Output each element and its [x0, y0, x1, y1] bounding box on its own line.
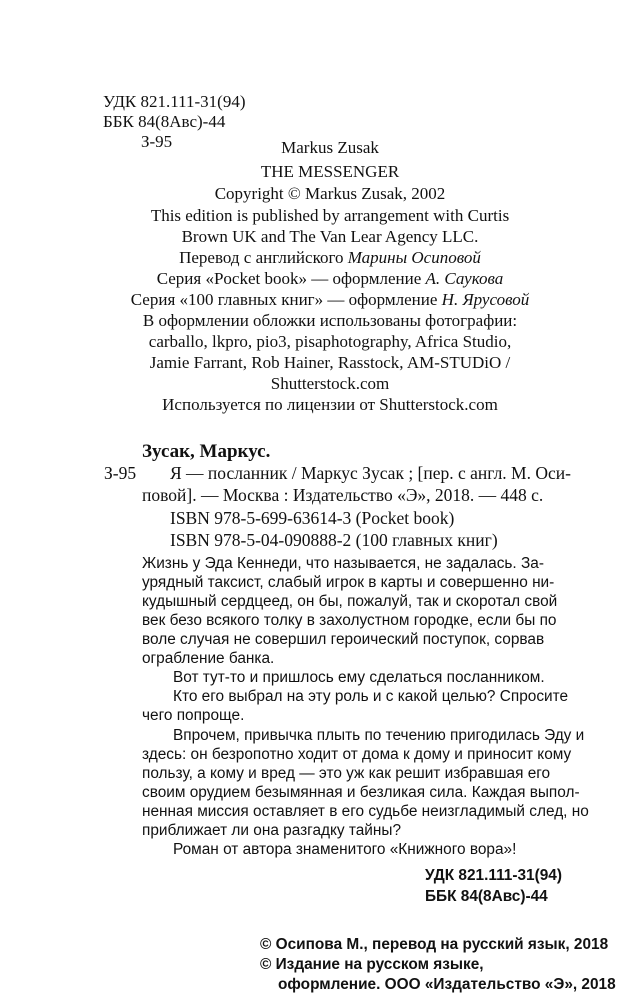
annotation-line: век безо всякого толку в захолустном городке, если бы по: [142, 612, 557, 629]
translator-name: Марины Осиповой: [347, 248, 481, 267]
record-line-2: повой]. — Москва : Издательство «Э», 2018. — 448 с.: [142, 485, 544, 505]
isbn-100-books: ISBN 978-5-04-090888-2 (100 главных книг): [170, 530, 498, 550]
series-100-books-prefix: Серия «100 главных книг» — оформление: [130, 290, 442, 309]
translation-prefix: Перевод с английского: [179, 248, 348, 267]
cover-photos-line-2: carballo, lkpro, pio3, pisaphotography, Africa Studio,: [148, 332, 512, 351]
annotation-line: чего попроще.: [142, 707, 245, 724]
record-heading: Зусак, Маркус.: [142, 441, 271, 462]
arrangement-line-2: Brown UK and The Van Lear Agency LLC.: [181, 227, 479, 246]
cover-photos-line-1: В оформлении обложки использованы фотографии:: [142, 311, 518, 330]
edition-copyright: © Издание на русском языке,: [260, 956, 484, 973]
annotation-line: Впрочем, привычка плыть по течению пригодилась Эду и: [173, 727, 585, 744]
series-pocket-book-credit: [100, 269, 560, 290]
annotation-line: ненная миссия оставляет в его судьбе неизгладимый след, но: [142, 803, 589, 820]
record-line-1: Я — посланник / Маркус Зусак ; [пер. с англ. М. Оси-: [170, 463, 571, 483]
annotation-line: ограбление банка.: [142, 650, 275, 667]
annotation-line: приближает ли она разгадку тайны?: [142, 822, 402, 839]
annotation-line: своим орудием безымянная и безликая сила. Каждая выпол-: [142, 784, 580, 801]
series-100-books-credit: [100, 290, 560, 311]
copyright-line: Copyright © Markus Zusak, 2002: [214, 184, 446, 203]
annotation-line: воле случая не совершил героический поступок, сорвав: [142, 631, 545, 648]
original-title: THE MESSENGER: [260, 162, 400, 181]
translation-copyright: © Осипова М., перевод на русский язык, 2018: [260, 936, 609, 953]
arrangement-line-1: This edition is published by arrangement with Curtis: [150, 206, 510, 225]
annotation-line: пользу, а кому и вред — это уж как решит избравшая его: [142, 765, 551, 782]
annotation-line: Кто его выбрал на эту роль и с какой целью? Спросите: [173, 688, 569, 705]
series-pocket-book-designer: А. Саукова: [425, 269, 504, 288]
udk-code-bottom: УДК 821.111-31(94): [425, 867, 562, 884]
original-author: Markus Zusak: [281, 138, 379, 157]
design-copyright: оформление. ООО «Издательство «Э», 2018: [278, 976, 616, 993]
record-author-mark: З-95: [104, 463, 137, 483]
series-pocket-book-prefix: Серия «Pocket book» — оформление: [156, 269, 426, 288]
cover-photos-line-4: Shutterstock.com: [270, 374, 390, 393]
translation-credit: [100, 248, 560, 269]
annotation-line: кудышный сердцеед, он бы, пожалуй, так и скоротал свой: [142, 593, 558, 610]
series-100-books-designer: Н. Ярусовой: [441, 290, 530, 309]
isbn-pocket-book: ISBN 978-5-699-63614-3 (Pocket book): [170, 508, 455, 528]
bbk-code: ББК 84(8Авс)-44: [103, 112, 226, 131]
bbk-code-bottom: ББК 84(8Авс)-44: [425, 888, 548, 905]
annotation-line: Вот тут-то и пришлось ему сделаться посланником.: [173, 669, 545, 686]
annotation-line: урядный таксист, слабый игрок в карты и совершенно ни-: [142, 574, 555, 591]
license-line: Используется по лицензии от Shutterstock.com: [162, 395, 498, 414]
author-mark: З-95: [141, 132, 173, 151]
cover-photos-line-3: Jamie Farrant, Rob Hainer, Rasstock, AM-STUDiO /: [149, 353, 511, 372]
annotation-line: Роман от автора знаменитого «Книжного вора»!: [173, 841, 517, 858]
udk-code: УДК 821.111-31(94): [103, 92, 246, 111]
annotation-line: Жизнь у Эда Кеннеди, что называется, не задалась. За-: [142, 555, 544, 572]
annotation-line: здесь: он безропотно ходит от дома к дому и приносит кому: [142, 746, 572, 763]
